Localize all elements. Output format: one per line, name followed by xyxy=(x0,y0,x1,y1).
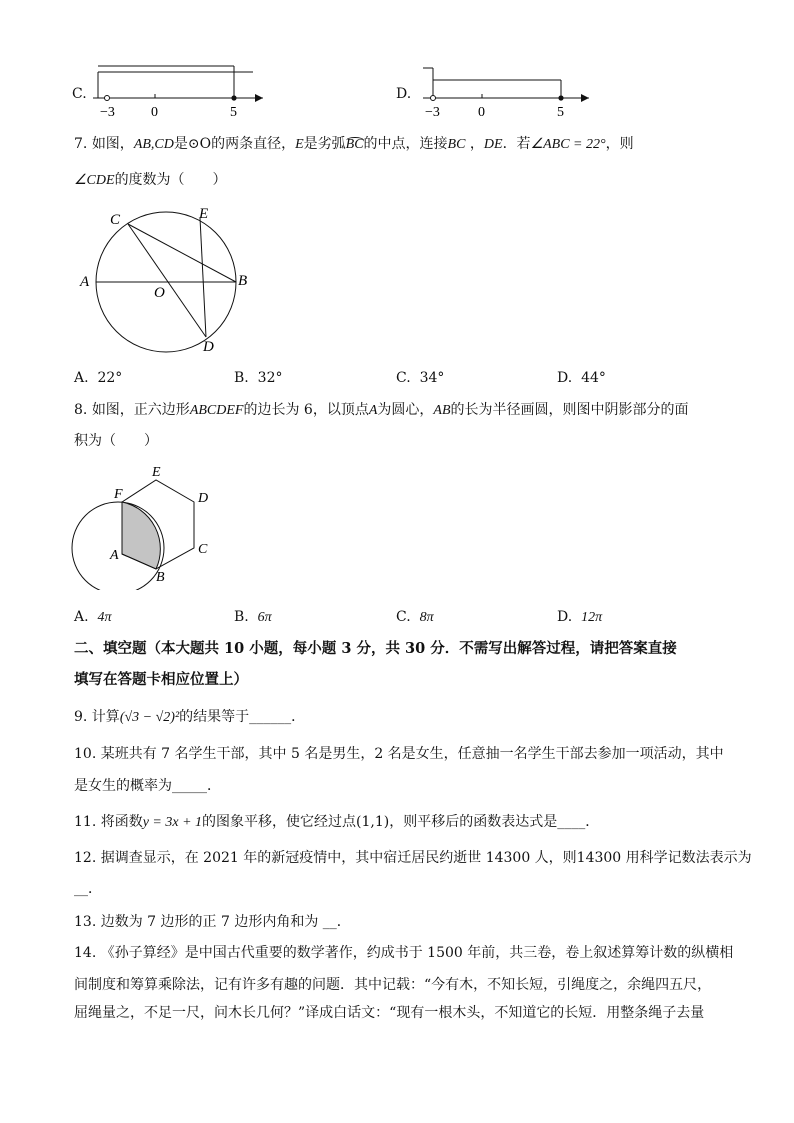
q7-option-b[interactable]: B. 32° xyxy=(234,370,283,386)
question-11: 11. 将函数y = 3x + 1的图象平移，使它经过点(1,1)，则平移后的函数表达式是____． xyxy=(74,814,600,830)
q8-option-a[interactable]: A. 4π xyxy=(74,609,112,625)
label-a: A xyxy=(80,274,90,290)
q8-option-c[interactable]: C. 8π xyxy=(396,609,434,625)
label-b: B xyxy=(156,570,165,585)
question-8-line2: 积为（ ） xyxy=(74,433,158,449)
label-a: A xyxy=(110,548,119,563)
question-10-line1: 10. 某班共有 7 名学生干部，其中 5 名是男生，2 名是女生，任意抽一名学生干部去参加一项活动，其中 xyxy=(74,746,724,762)
number-line-c xyxy=(88,62,268,122)
question-12-line1: 12. 据调查显示，在 2021 年的新冠疫情中，其中宿迁居民约逝世 14300 人，则14300 用科学记数法表示为 xyxy=(74,850,752,866)
question-10-line2: 是女生的概率为_____． xyxy=(74,778,221,794)
label-c: C xyxy=(110,212,121,228)
section-2-heading-line1: 二、填空题（本大题共 10 小题，每小题 3 分，共 30 分．不需写出解答过程，请把答案直接 xyxy=(74,640,677,657)
question-9: 9. 计算(√3 − √2)²的结果等于______． xyxy=(74,709,306,725)
label-e: E xyxy=(152,465,161,480)
arc-bc: BC xyxy=(345,137,364,152)
q8-option-d[interactable]: D. 12π xyxy=(557,609,603,625)
q7-option-c[interactable]: C. 34° xyxy=(396,370,445,386)
question-12-line2: __． xyxy=(74,881,102,897)
tick-0: 0 xyxy=(151,105,158,120)
question-13: 13. 边数为 7 边形的正 7 边形内角和为 __． xyxy=(74,914,351,930)
question-8-line1: 8. 如图，正六边形ABCDEF的边长为 6，以顶点A为圆心，AB的长为半径画圆，则图中阴影部分的面 xyxy=(74,402,689,418)
question-14-line3: 屈绳量之，不足一尺，问木长几何？”译成白话文：“现有一根木头，不知道它的长短．用整条绳子去量 xyxy=(74,1005,705,1021)
q8-hexagon-figure xyxy=(70,462,220,590)
tick-0: 0 xyxy=(478,105,485,120)
label-b: B xyxy=(238,273,248,289)
q7-option-a[interactable]: A. 22° xyxy=(74,370,123,386)
tick-neg3: −3 xyxy=(100,105,115,120)
label-d: D xyxy=(198,491,209,506)
label-o: O xyxy=(154,285,165,301)
question-14-line1: 14. 《孙子算经》是中国古代重要的数学著作，约成书于 1500 年前，共三卷，卷上叙述算筹计数的纵横相 xyxy=(74,945,734,961)
label-c: C xyxy=(198,542,208,557)
label-f: F xyxy=(114,487,123,502)
question-7-line2: ∠CDE的度数为（ ） xyxy=(74,172,227,188)
label-e: E xyxy=(199,206,209,222)
tick-5: 5 xyxy=(230,105,237,120)
section-2-heading-line2: 填写在答题卡相应位置上） xyxy=(74,671,248,688)
tick-neg3: −3 xyxy=(425,105,440,120)
option-c-label: C. xyxy=(72,86,87,102)
tick-5: 5 xyxy=(557,105,564,120)
q8-option-b[interactable]: B. 6π xyxy=(234,609,272,625)
option-d-label: D. xyxy=(396,86,412,102)
number-line-d xyxy=(413,62,593,122)
q7-option-d[interactable]: D. 44° xyxy=(557,370,606,386)
question-7-line1: 7. 如图，AB,CD是⊙O的两条直径，E是劣弧 BC的中点，连接BC ，DE．若∠ABC = 22°，则 xyxy=(74,134,634,155)
question-14-line2: 间制度和筹算乘除法，记有许多有趣的问题．其中记载：“今有木，不知长短，引绳度之，余绳四五尺， xyxy=(74,977,712,993)
label-d: D xyxy=(203,339,214,355)
q7-circle-figure xyxy=(72,198,272,358)
